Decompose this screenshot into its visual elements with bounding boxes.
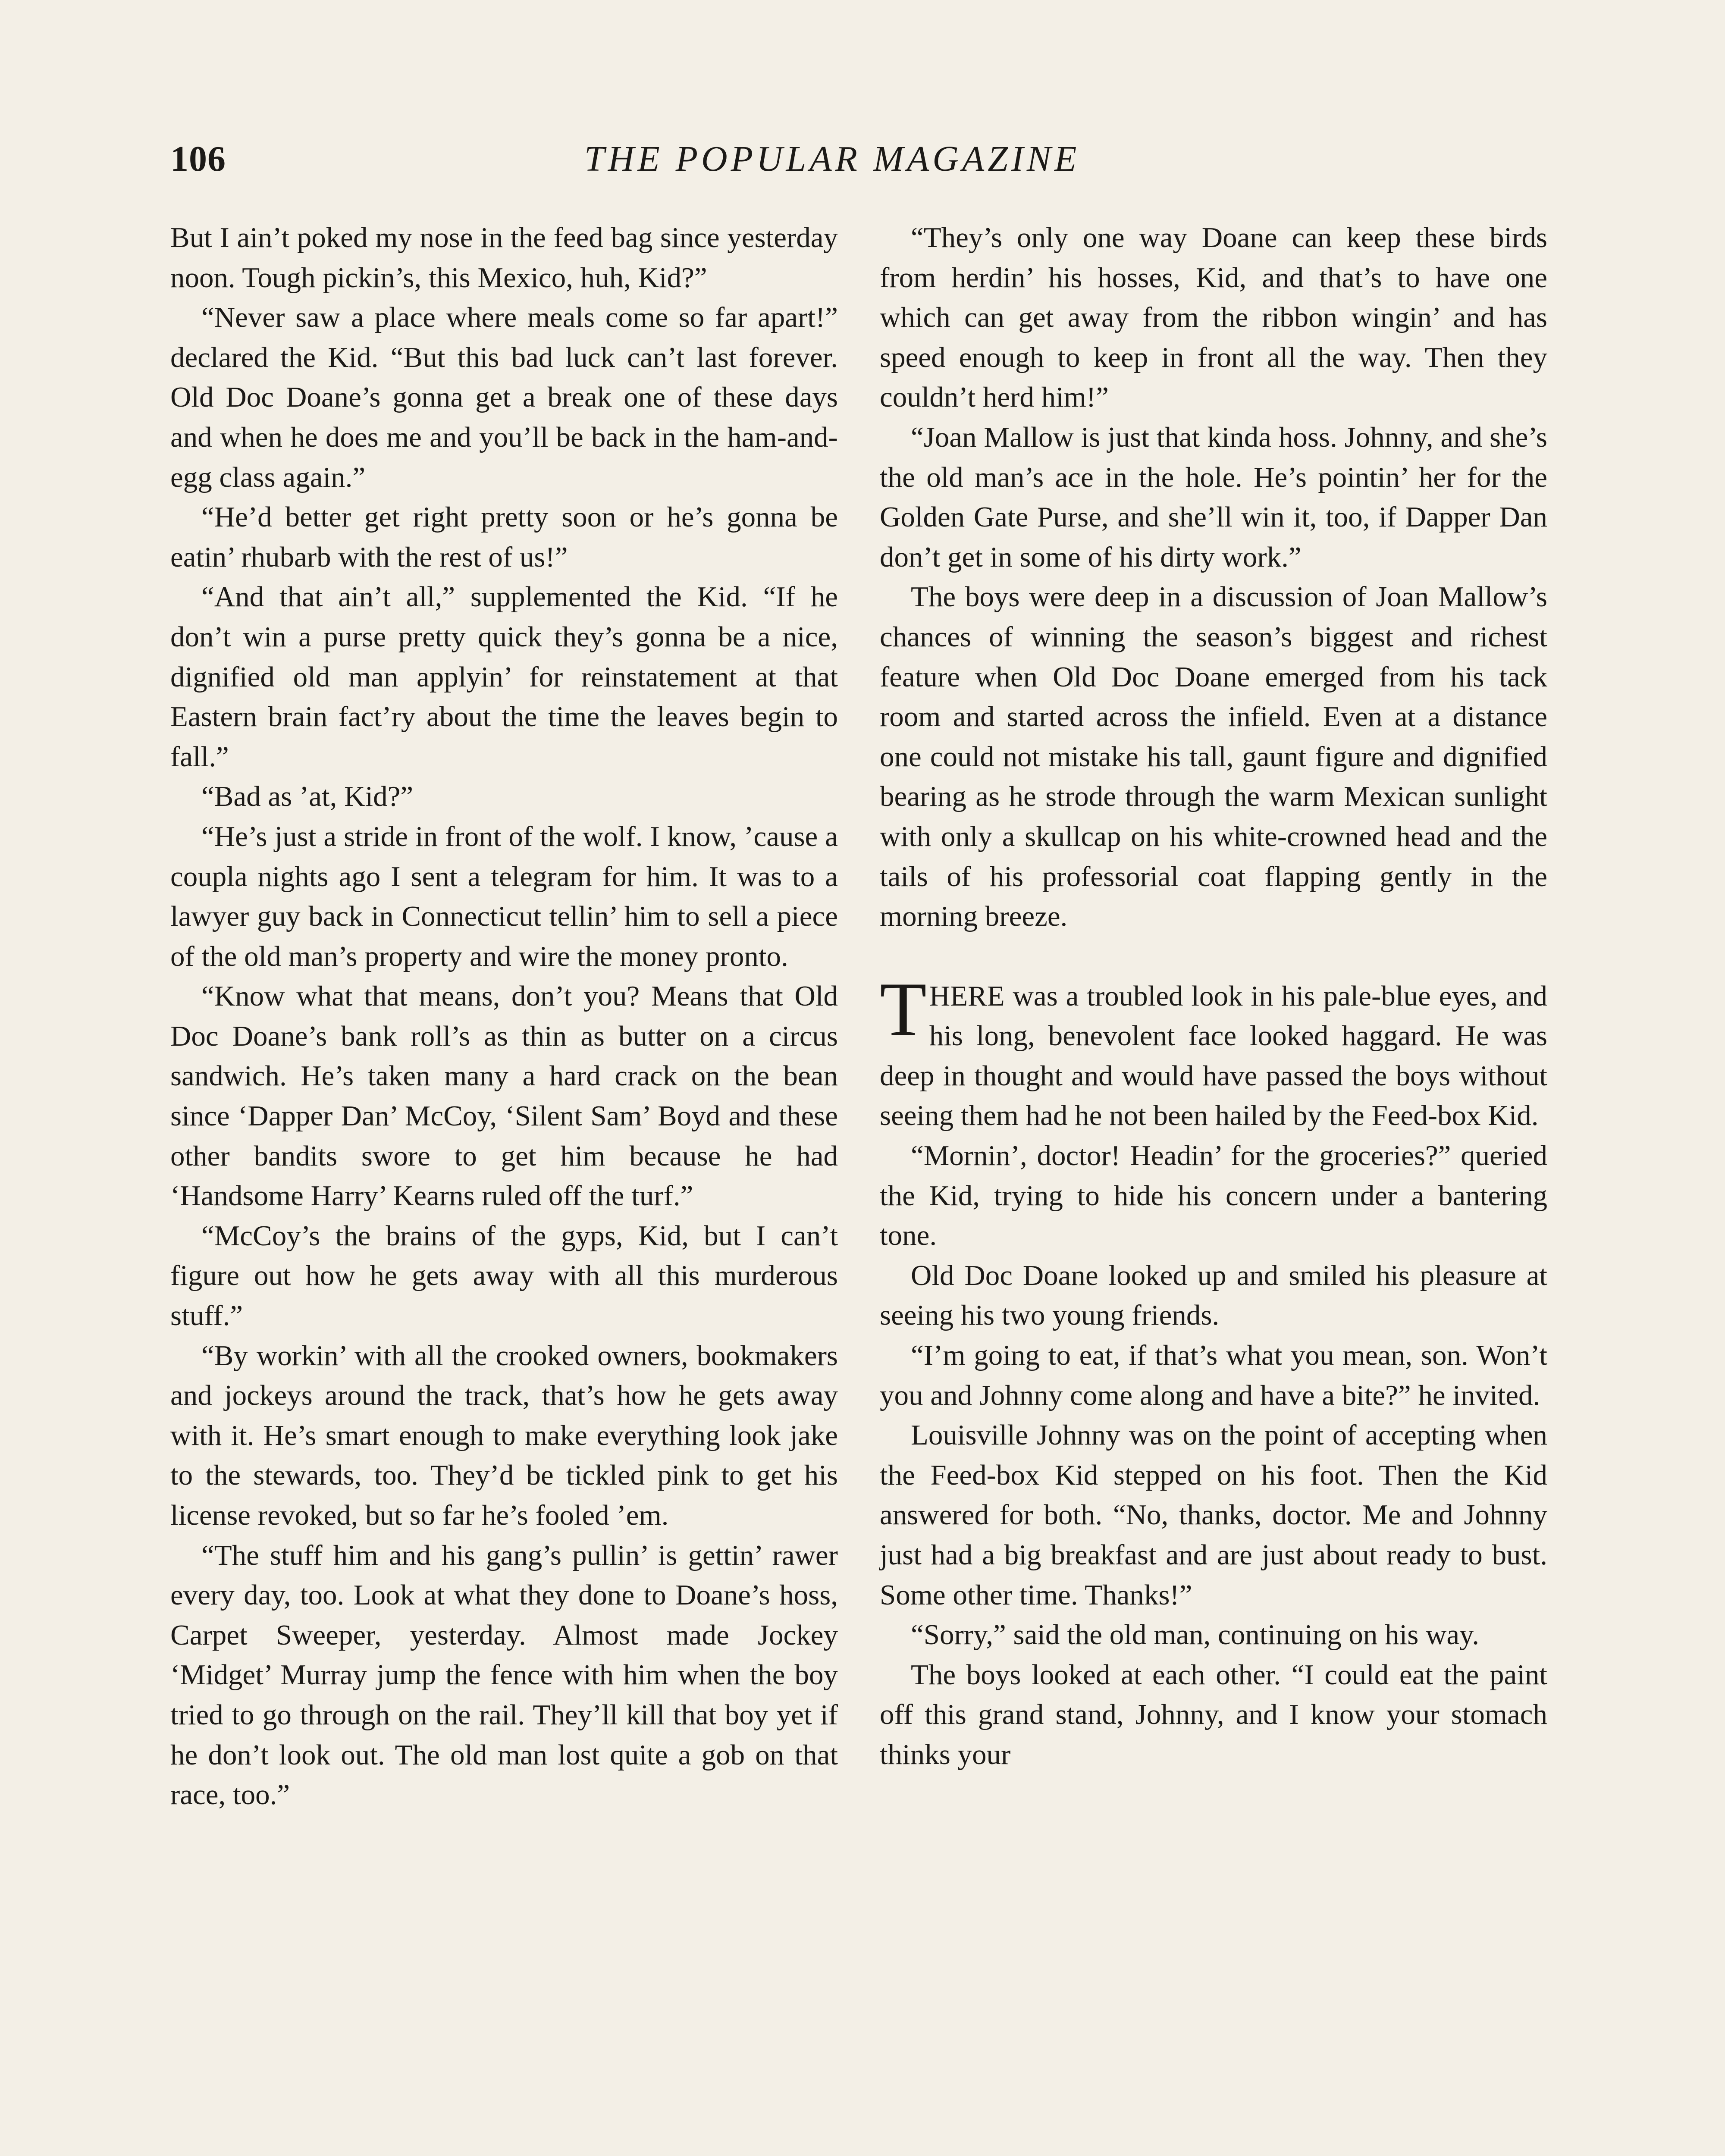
running-head: THE POPULAR MAGAZINE: [584, 139, 1080, 179]
paragraph: “He’d better get right pretty soon or he’s gonna be eatin’ rhubarb with the rest of us!”: [170, 501, 838, 573]
section-opening-paragraph: [880, 966, 1547, 1136]
paragraph: “Joan Mallow is just that kinda hoss. Johnny, and she’s the old man’s ace in the hole. He’s pointin’ her for the Golden Gate Purse, and she’ll win it, too, if Dapper Dan don’t get in some of his dirty work.”: [880, 421, 1547, 573]
drop-cap: T: [880, 966, 927, 1052]
left-column: [170, 218, 838, 1815]
paragraph: “The stuff him and his gang’s pullin’ is gettin’ rawer every day, too. Look at what they done to Doane’s hoss, Carpet Sweeper, yesterday. Almost made Jockey ‘Midget’ Murray jump the fence with him when the boy tried to go through on the rail. They’ll kill that boy yet if he don’t look out. The old man lost quite a gob on that race, too.”: [170, 1539, 838, 1811]
paragraph: “Mornin’, doctor! Headin’ for the groceries?” queried the Kid, trying to hide his concern under a bantering tone.: [880, 1140, 1547, 1252]
section-opening-text: HERE was a troubled look in his pale-blue eyes, and his long, benevolent face looked haggard. He was deep in thought and would have passed the boys without seeing them had he not been hailed by the Feed-box Kid.: [880, 980, 1547, 1132]
paragraph: “Never saw a place where meals come so far apart!” declared the Kid. “But this bad luck can’t last forever. Old Doc Doane’s gonna get a break one of these days and when he does me and you’ll be back in the ham-and-egg class again.”: [170, 301, 838, 493]
page-number: 106: [170, 139, 226, 179]
paragraph: “They’s only one way Doane can keep these birds from herdin’ his hosses, Kid, and that’s to have one which can get away from the ribbon wingin’ and has speed enough to keep in front all the way. Then they couldn’t herd him!”: [880, 222, 1547, 414]
right-column: [880, 218, 1547, 1775]
paragraph: “McCoy’s the brains of the gyps, Kid, but I can’t figure out how he gets away with all this murderous stuff.”: [170, 1219, 838, 1332]
paragraph: Louisville Johnny was on the point of accepting when the Feed-box Kid stepped on his foot. Then the Kid answered for both. “No, thanks, doctor. Me and Johnny just had a big breakfast and are just about ready to bust. Some other time. Thanks!”: [880, 1419, 1547, 1611]
paragraph: “Sorry,” said the old man, continuing on his way.: [911, 1619, 1480, 1651]
page-header: [170, 134, 1563, 190]
paragraph: “I’m going to eat, if that’s what you mean, son. Won’t you and Johnny come along and have a bite?” he invited.: [880, 1339, 1547, 1411]
paragraph: “Know what that means, don’t you? Means that Old Doc Doane’s bank roll’s as thin as butter on a circus sandwich. He’s taken many a hard crack on the bean since ‘Dapper Dan’ McCoy, ‘Silent Sam’ Boyd and these other bandits swore to get him because he had ‘Handsome Harry’ Kearns ruled off the turf.”: [170, 980, 838, 1212]
paragraph: “He’s just a stride in front of the wolf. I know, ’cause a coupla nights ago I sent a telegram for him. It was to a lawyer guy back in Connecticut tellin’ him to sell a piece of the old man’s property and wire the money pronto.: [170, 820, 838, 972]
paragraph: Old Doc Doane looked up and smiled his pleasure at seeing his two young friends.: [880, 1259, 1547, 1332]
paragraph: “And that ain’t all,” supplemented the Kid. “If he don’t win a purse pretty quick they’s gonna be a nice, dignified old man applyin’ for reinstatement at that Eastern brain fact’ry about the time the leaves begin to fall.”: [170, 581, 838, 773]
paragraph: “By workin’ with all the crooked owners, bookmakers and jockeys around the track, that’s how he gets away with it. He’s smart enough to make everything look jake to the stewards, too. They’d be tickled pink to get his license revoked, but so far he’s fooled ’em.: [170, 1339, 838, 1531]
paragraph: The boys were deep in a discussion of Joan Mallow’s chances of winning the season’s biggest and richest feature when Old Doc Doane emerged from his tack room and started across the infield. Even at a distance one could not mistake his tall, gaunt figure and dignified bearing as he strode through the warm Mexican sunlight with only a skullcap on his white-crowned head and the tails of his professorial coat flapping gently in the morning breeze.: [880, 581, 1547, 933]
paragraph: But I ain’t poked my nose in the feed bag since yesterday noon. Tough pickin’s, this Mexico, huh, Kid?”: [170, 222, 838, 294]
paragraph: “Bad as ’at, Kid?”: [201, 780, 414, 813]
paragraph: The boys looked at each other. “I could eat the paint off this grand stand, Johnny, and I know your stomach thinks your: [880, 1658, 1547, 1771]
